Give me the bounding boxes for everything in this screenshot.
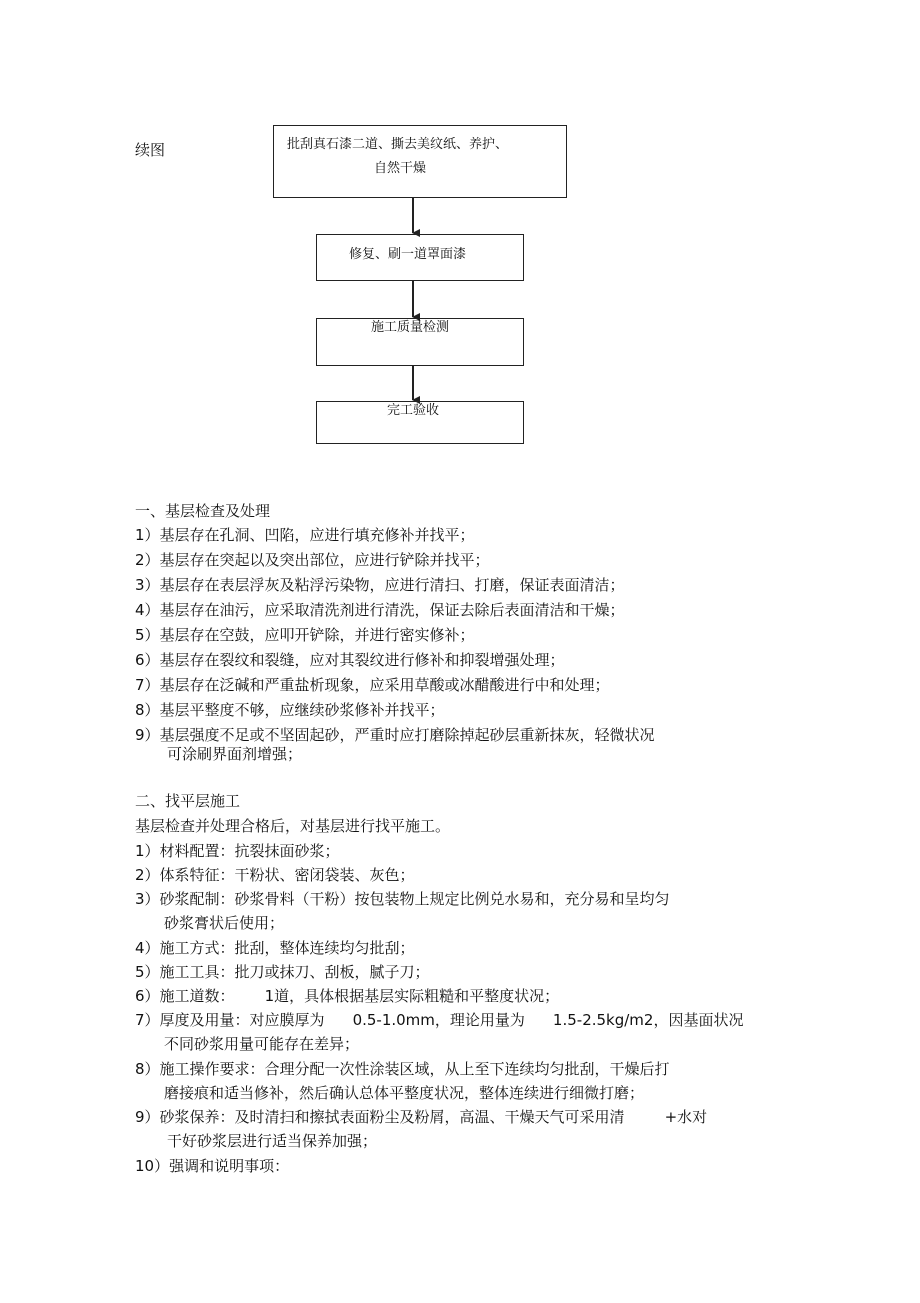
flow-step-1-line2: 自然干燥 [374, 161, 427, 176]
item-num: 2） [135, 866, 160, 884]
s2-item6 [135, 985, 559, 1006]
item-text: 材料配置：抗裂抹面砂浆； [159, 842, 340, 860]
flow-arrows [0, 0, 920, 460]
s1-item [135, 549, 490, 570]
s2-item1 [135, 840, 340, 861]
section2-intro: 基层检查并处理合格后，对基层进行找平施工。 [135, 817, 451, 835]
item-num: 4） [135, 939, 160, 957]
s1-item [135, 649, 565, 670]
item-num: 5） [135, 963, 160, 981]
s2-item10 [135, 1155, 289, 1176]
item-num: 3） [135, 890, 160, 908]
s2-item9 [135, 1106, 707, 1127]
item-text: 基层存在泛碱和严重盐析现象，应采用草酸或冰醋酸进行中和处理； [159, 676, 610, 694]
item-text-c: 1.5-2.5kg/m2，因基面状况 [552, 1011, 744, 1029]
s2-item3-cont: 砂浆膏状后使用； [164, 914, 285, 932]
item-text: 施工方式：批刮，整体连续均匀批刮； [159, 939, 415, 957]
item-num: 6） [135, 651, 160, 669]
item-text: 基层平整度不够，应继续砂浆修补并找平； [159, 701, 445, 719]
flow-step-1-line1: 批刮真石漆二道、撕去美纹纸、养护、 [287, 137, 509, 152]
s1-item [135, 574, 625, 595]
s2-item4 [135, 937, 415, 958]
item-text: 砂浆配制：砂浆骨料（干粉）按包装物上规定比例兑水易和，充分易和呈均匀 [159, 890, 670, 908]
item-text: 基层存在表层浮灰及粘浮污染物，应进行清扫、打磨，保证表面清洁； [159, 576, 625, 594]
s2-item2 [135, 864, 415, 885]
item-text: 基层存在油污，应采取清洗剂进行清洗，保证去除后表面清洁和干燥； [159, 601, 625, 619]
item-num: 7） [135, 676, 160, 694]
s2-item3 [135, 888, 670, 909]
item-num: 6） [135, 987, 160, 1005]
item-num: 8） [135, 1060, 160, 1078]
s2-item5 [135, 961, 430, 982]
item-text-a: 砂浆保养：及时清扫和擦拭表面粉尘及粉屑，高温、干燥天气可采用清 [159, 1108, 625, 1126]
s1-item [135, 624, 475, 645]
item-text: 基层强度不足或不坚固起砂，严重时应打磨除掉起砂层重新抹灰，轻微状况 [159, 726, 655, 744]
item-text: 基层存在空鼓，应叩开铲除，并进行密实修补； [159, 626, 475, 644]
s2-item7-cont: 不同砂浆用量可能存在差异； [164, 1035, 360, 1053]
item-num: 4） [135, 601, 160, 619]
item-num: 10） [135, 1157, 170, 1175]
section1-item9-cont: 可涂刷界面剂增强； [167, 745, 303, 763]
flow-step-4-label: 完工验收 [387, 403, 440, 418]
s2-item7 [135, 1009, 743, 1030]
item-text: 施工工具：批刀或抹刀、刮板，腻子刀； [159, 963, 430, 981]
item-text: 基层存在裂纹和裂缝，应对其裂纹进行修补和抑裂增强处理； [159, 651, 565, 669]
item-num: 1） [135, 526, 160, 544]
s1-item [135, 699, 445, 720]
item-text: 体系特征：干粉状、密闭袋装、灰色； [159, 866, 415, 884]
item-num: 1） [135, 842, 160, 860]
item-text: 强调和说明事项： [169, 1157, 290, 1175]
item-text-a: 施工道数： [159, 987, 235, 1005]
item-num: 9） [135, 1108, 160, 1126]
figure-caption: 续图 [135, 141, 166, 159]
section2-title: 二、找平层施工 [135, 792, 241, 810]
s1-item [135, 599, 625, 620]
item-text: 施工操作要求：合理分配一次性涂装区域，从上至下连续均匀批刮，干燥后打 [159, 1060, 670, 1078]
section1-title: 一、基层检查及处理 [135, 502, 271, 520]
s2-item8-cont: 磨接痕和适当修补，然后确认总体平整度状况，整体连续进行细微打磨； [164, 1084, 645, 1102]
flow-step-3-label: 施工质量检测 [371, 320, 450, 335]
s1-item [135, 674, 610, 695]
s2-item9-cont: 干好砂浆层进行适当保养加强； [167, 1132, 378, 1150]
item-num: 9） [135, 726, 160, 744]
s1-item [135, 724, 655, 745]
s2-item8 [135, 1058, 670, 1079]
item-num: 8） [135, 701, 160, 719]
item-num: 7） [135, 1011, 160, 1029]
item-num: 3） [135, 576, 160, 594]
item-text-b: +水对 [664, 1108, 708, 1126]
flow-step-2-label: 修复、刷一道罩面漆 [349, 247, 467, 262]
item-num: 5） [135, 626, 160, 644]
item-text-b: 0.5-1.0mm，理论用量为 [352, 1011, 525, 1029]
s1-item [135, 524, 475, 545]
item-text-a: 厚度及用量：对应膜厚为 [159, 1011, 325, 1029]
item-text: 基层存在突起以及突出部位，应进行铲除并找平； [159, 551, 490, 569]
item-text: 基层存在孔洞、凹陷，应进行填充修补并找平； [159, 526, 475, 544]
item-num: 2） [135, 551, 160, 569]
item-text-b: 1道，具体根据基层实际粗糙和平整度状况； [264, 987, 560, 1005]
